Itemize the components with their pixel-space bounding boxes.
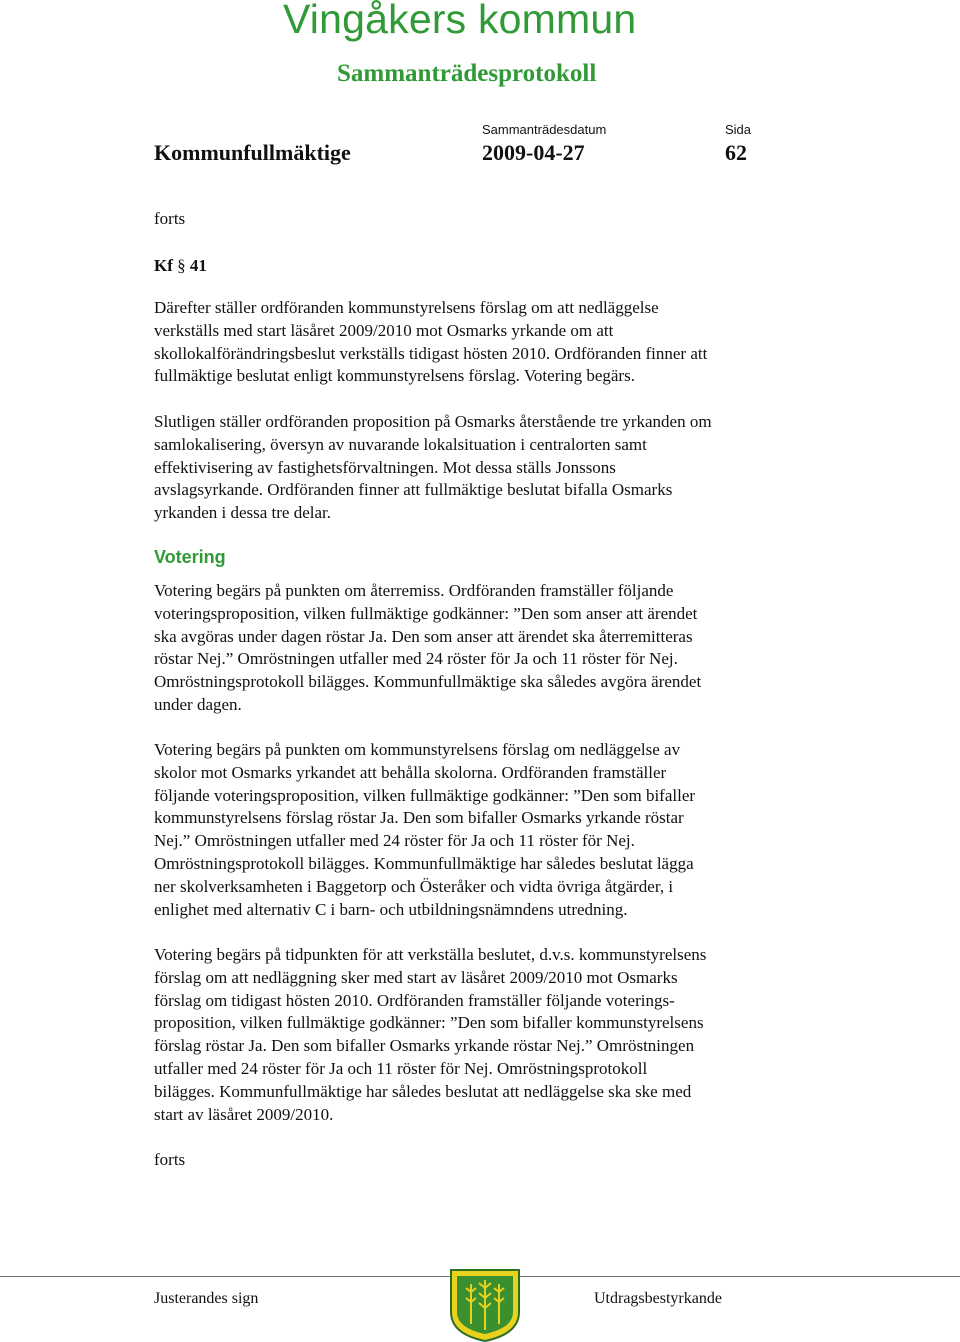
text-line: förslag om tidigast hösten 2010. Ordföranden framställer följande voterings- [154, 990, 675, 1010]
paragraph-3 [154, 580, 814, 717]
text-line: utfaller med 24 röster för Ja och 11 röster för Nej. Omröstningsprotokoll [154, 1058, 648, 1078]
text-line: Votering begärs på punkten om kommunstyrelsens förslag om nedläggelse av [154, 740, 681, 759]
text-line: samlokalisering, översyn av nuvarande lokalsituation i centralorten samt [154, 434, 647, 454]
text-line: följande voteringsproposition, vilken fullmäktige godkänner: ”Den som bifaller [154, 785, 696, 805]
text-line: ska avgöras under dagen röstar Ja. Den som anser att ärendet ska återremitteras [154, 626, 693, 646]
paragraph-1 [154, 297, 814, 388]
text-line: start av läsåret 2009/2010. [154, 1104, 334, 1124]
text-line: kommunstyrelsens förslag röstar Ja. Den som bifaller Osmarks yrkande röstar [154, 808, 684, 828]
text-line: Votering begärs på punkten om återremiss. Ordföranden framställer följande [154, 581, 674, 600]
body-name: Kommunfullmäktige [154, 140, 351, 165]
paragraph-5 [154, 944, 814, 1126]
text-line: skollokalförändringsbeslut verkställs tidigast hösten 2010. Ordföranden finner att [154, 343, 708, 363]
text-line: proposition, vilken fullmäktige godkänner: ”Den som bifaller kommunstyrelsens [154, 1013, 704, 1033]
text-line: voteringsproposition, vilken fullmäktige godkänner: ”Den som anser att ärendet [154, 603, 698, 623]
paragraph-2 [154, 411, 814, 525]
paragraph-4 [154, 739, 814, 921]
text-line: ner skolverksamheten i Baggetorp och Österåker och vidta övriga åtgärder, i [154, 876, 674, 896]
paragraph-sign: § [177, 256, 186, 275]
text-line: förslag röstar Ja. Den som bifaller Osmarks yrkande röstar Nej.” Omröstningen [154, 1036, 695, 1056]
text-line: yrkanden i dessa tre delar. [154, 503, 332, 523]
item-prefix: Kf [154, 256, 173, 275]
text-line: Omröstningsprotokoll bilägges. Kommunfullmäktige har således beslutat lägga [154, 853, 694, 873]
text-line: Omröstningsprotokoll bilägges. Kommunfullmäktige ska således avgöra ärendet [154, 672, 702, 692]
continuation-note-bottom: forts [154, 1150, 186, 1169]
item-heading [154, 256, 207, 276]
date-label: Sammanträdesdatum [482, 122, 607, 137]
text-line: effektivisering av fastighetsförvaltningen. Mot dessa ställs Jonssons [154, 457, 616, 477]
text-line: Slutligen ställer ordföranden proposition på Osmarks återstående tre yrkanden om [154, 412, 712, 431]
text-line: Därefter ställer ordföranden kommunstyrelsens förslag om att nedläggelse [154, 298, 659, 317]
text-line: Nej.” Omröstningen utfaller med 24 röster för Ja och 11 röster för Nej. [154, 831, 635, 851]
footer-utdragsbestyrkande: Utdragsbestyrkande [594, 1290, 722, 1307]
section-heading-votering: Votering [154, 547, 226, 567]
text-line: under dagen. [154, 694, 242, 714]
meeting-date: 2009-04-27 [482, 140, 585, 165]
page-number: 62 [725, 140, 747, 165]
page-label: Sida [725, 122, 752, 137]
municipal-crest-icon [447, 1268, 523, 1342]
text-line: Votering begärs på tidpunkten för att verkställa beslutet, d.v.s. kommunstyrelsens [154, 945, 707, 964]
text-line: förslag om att nedläggning sker med start av läsåret 2009/2010 mot Osmarks [154, 967, 678, 987]
continuation-note-top: forts [154, 209, 186, 228]
document-type-title: Sammanträdesprotokoll [337, 60, 597, 87]
text-line: verkställs med start läsåret 2009/2010 mot Osmarks yrkande om att [154, 320, 614, 340]
item-number: 41 [189, 256, 207, 275]
text-line: avslagsyrkande. Ordföranden finner att fullmäktige beslutat bifalla Osmarks [154, 480, 673, 500]
text-line: skolor mot Osmarks yrkandet att behålla skolorna. Ordföranden framställer [154, 762, 667, 782]
footer-justerandes-sign: Justerandes sign [154, 1290, 259, 1307]
text-line: röstar Nej.” Omröstningen utfaller med 24 röster för Ja och 11 röster för Nej. [154, 649, 678, 669]
text-line: enlighet med alternativ C i barn- och utbildningsnämndens utredning. [154, 899, 628, 919]
text-line: bilägges. Kommunfullmäktige har således beslutat att nedläggelse ska ske med [154, 1081, 692, 1101]
text-line: fullmäktige beslutat enligt kommunstyrelsens förslag. Votering begärs. [154, 366, 635, 386]
organization-name: Vingåkers kommun [283, 0, 637, 42]
